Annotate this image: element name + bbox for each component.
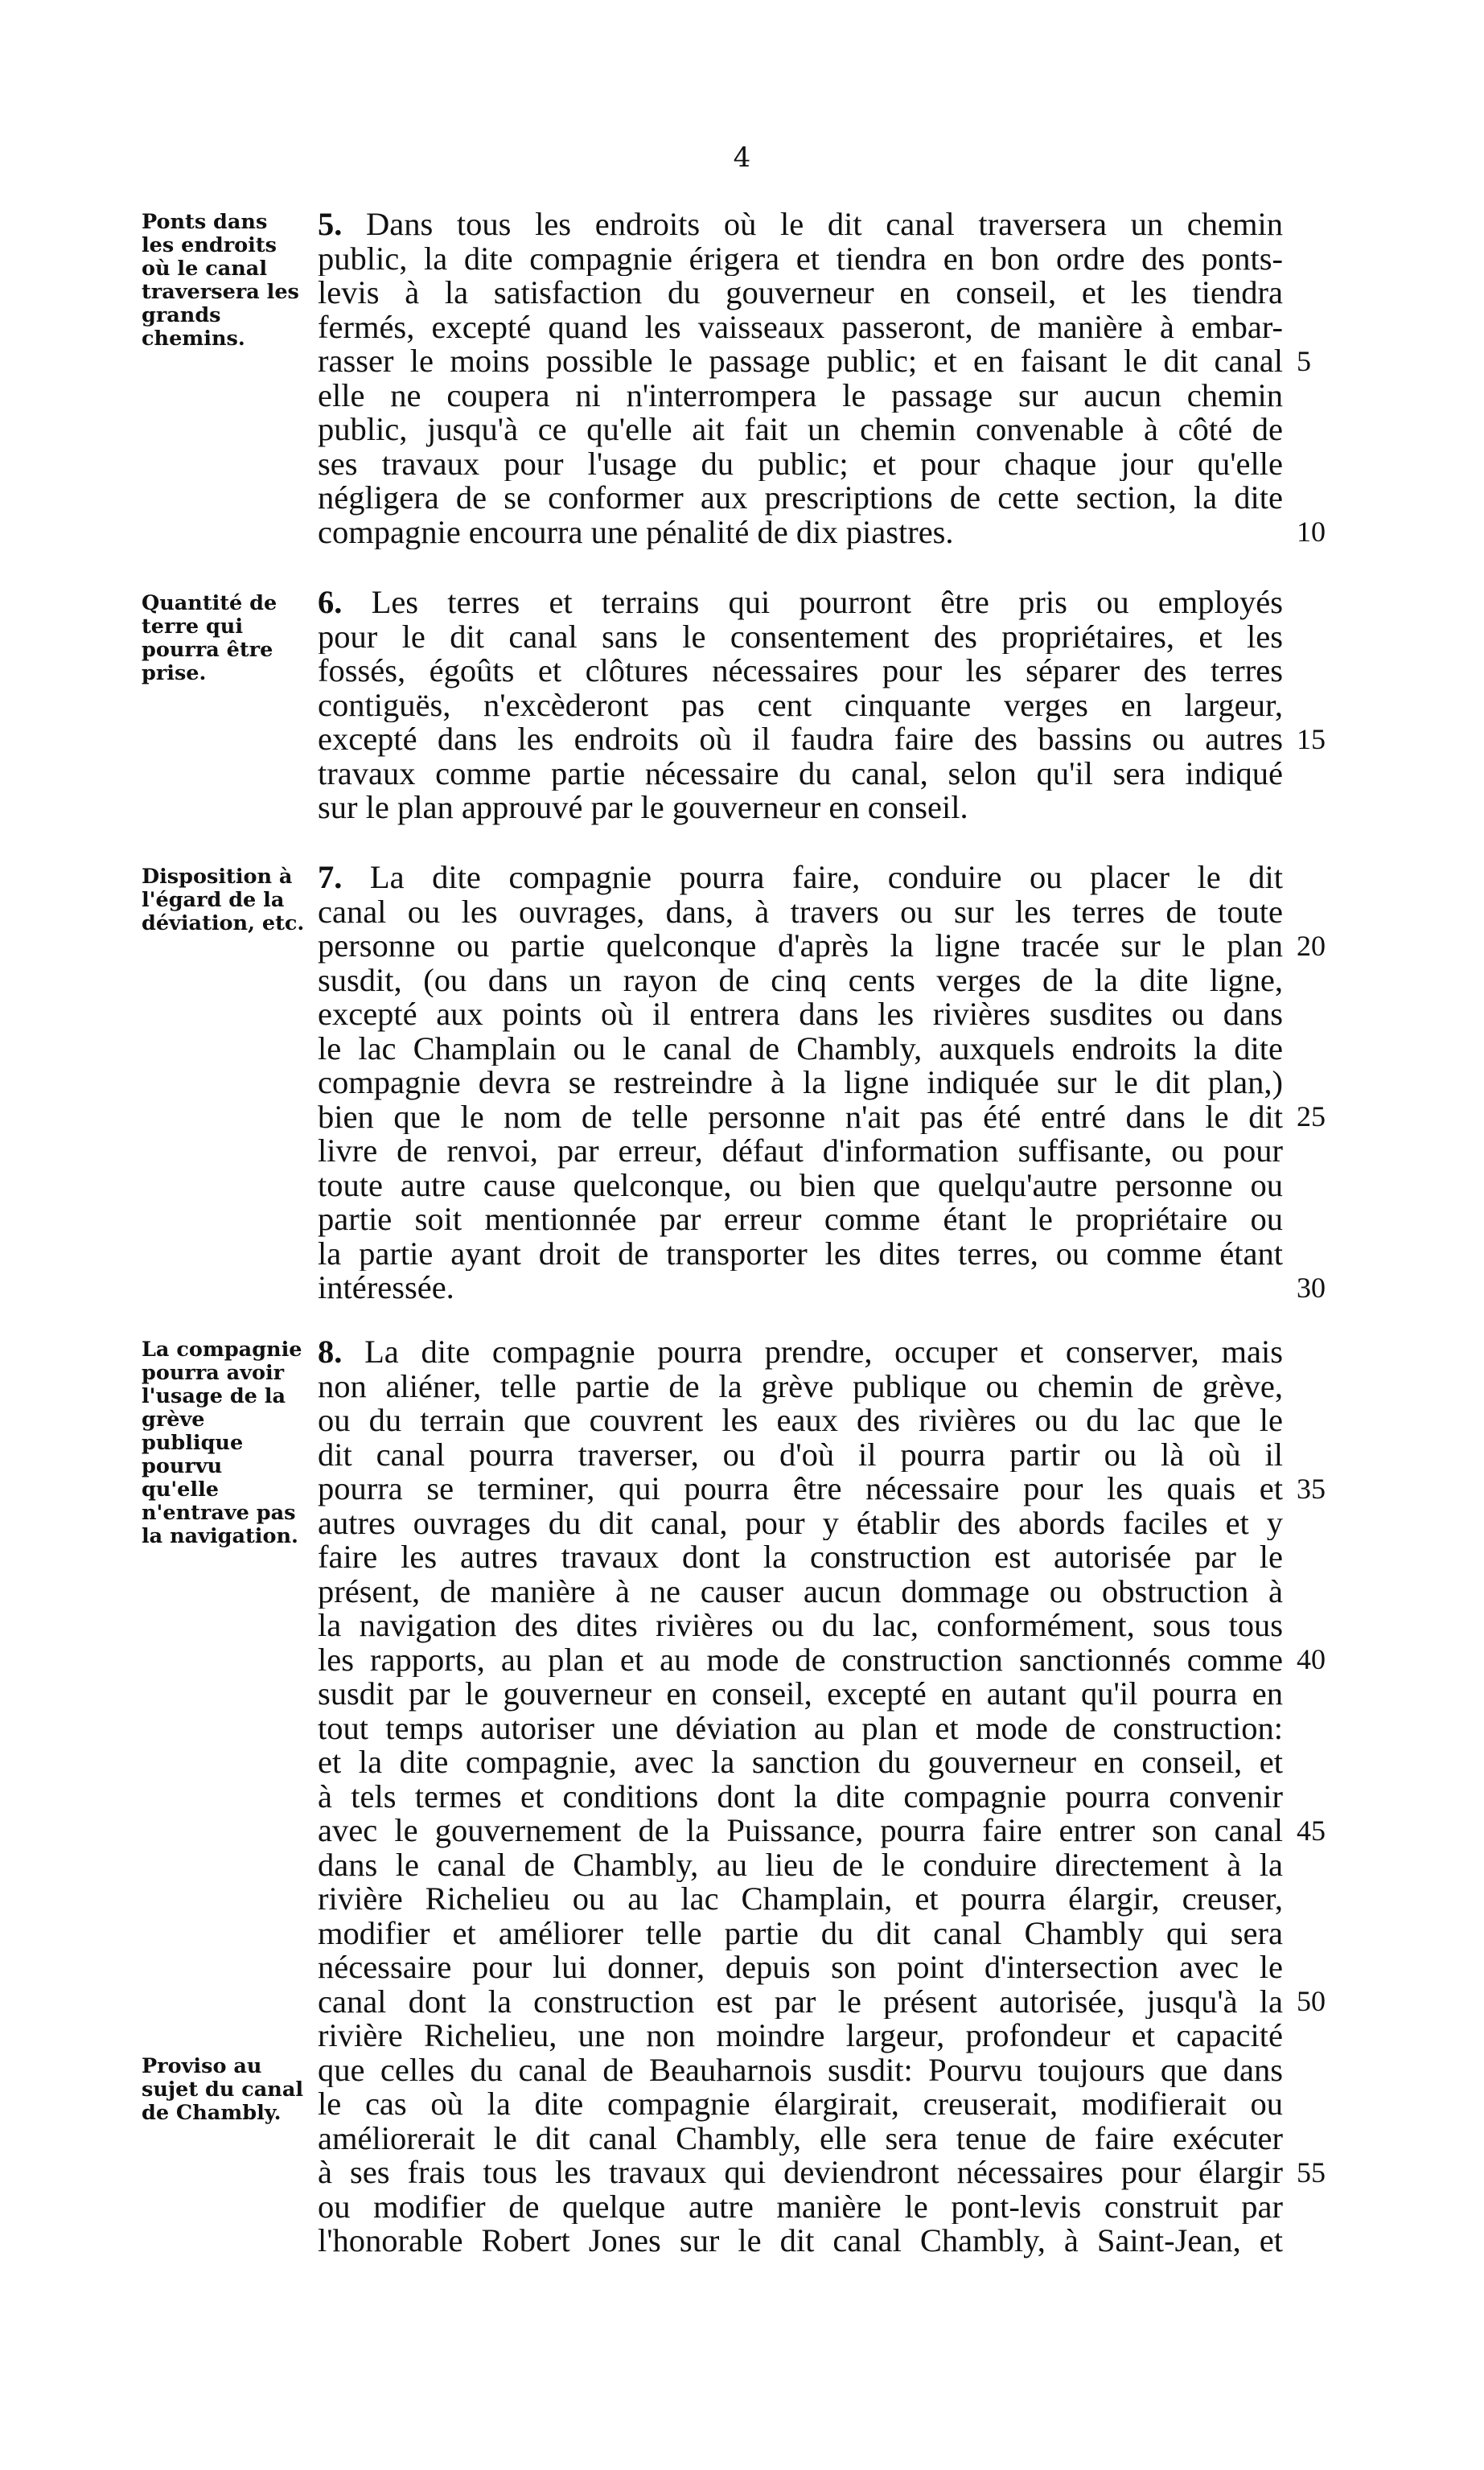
section-body (318, 208, 1283, 549)
text-line: La dite compagnie pourra prendre, occuper et conserver, mais (364, 1335, 1283, 1370)
margin-note-proviso: Proviso au sujet du canal de Chambly. (142, 2054, 304, 2125)
text-line: le lac Champlain ou le canal de Chambly, auxquels endroits la dite (318, 1031, 1283, 1066)
text-line: excepté dans les endroits où il faudra faire des bassins ou autres (318, 722, 1283, 757)
margin-note: Quantité de terre qui pourra être prise. (142, 591, 277, 685)
line-number: 35 (1297, 1473, 1326, 1505)
text-line: Dans tous les endroits où le dit canal traversera un chemin (366, 208, 1283, 242)
text-line: intéressée. (318, 1271, 454, 1305)
text-line: rivière Richelieu, une non moindre largeur, profondeur et capacité (318, 2019, 1283, 2053)
text-line: La dite compagnie pourra faire, conduire ou placer le dit (369, 861, 1283, 895)
text-line: pourra se terminer, qui pourra être nécessaire pour les quais et (318, 1472, 1283, 1506)
text-line: avec le gouvernement de la Puissance, pourra faire entrer son canal (318, 1814, 1283, 1848)
section-body (318, 586, 1283, 825)
text-line: modifier et améliorer telle partie du dit canal Chambly qui sera (318, 1916, 1283, 1950)
text-line: livre de renvoi, par erreur, défaut d'information suffisante, ou pour (318, 1134, 1283, 1169)
margin-note: Disposition à l'égard de la déviation, etc. (142, 865, 305, 935)
line-number: 10 (1297, 516, 1326, 548)
line-number: 40 (1297, 1643, 1326, 1675)
text-line: canal ou les ouvrages, dans, à travers ou sur les terres de toute (318, 894, 1283, 929)
text-line: travaux comme partie nécessaire du canal, selon qu'il sera indiqué (318, 756, 1283, 791)
text-line: bien que le nom de telle personne n'ait pas été entré dans le dit (318, 1099, 1283, 1134)
text-line: compagnie encourra une pénalité de dix piastres. (318, 515, 954, 549)
line-number: 15 (1297, 723, 1326, 755)
text-line: la navigation des dites rivières ou du lac, conformément, sous tous (318, 1609, 1283, 1643)
section-number: 5. (318, 208, 343, 242)
text-line: présent, de manière à ne causer aucun dommage ou obstruction à (318, 1574, 1283, 1609)
text-line: public, la dite compagnie érigera et tiendra en bon ordre des ponts- (318, 241, 1283, 276)
section-body (318, 1335, 1283, 2258)
line-number: 45 (1297, 1814, 1326, 1847)
text-line: la partie ayant droit de transporter les dites terres, ou comme étant (318, 1236, 1283, 1271)
text-line: sur le plan approuvé par le gouverneur en conseil. (318, 791, 968, 825)
margin-note: Ponts dans les endroits où le canal traversera les grands chemins. (142, 210, 299, 351)
text-line: l'honorable Robert Jones sur le dit canal Chambly, à Saint-Jean, et (318, 2224, 1283, 2258)
text-line: public, jusqu'à ce qu'elle ait fait un chemin convenable à côté de (318, 413, 1283, 447)
line-number: 5 (1297, 345, 1311, 377)
text-line: que celles du canal de Beauharnois susdit: Pourvu toujours que dans (318, 2053, 1283, 2087)
line-number: 25 (1297, 1100, 1326, 1132)
text-line: canal dont la construction est par le présent autorisée, jusqu'à la (318, 1984, 1283, 2019)
section-number: 6. (318, 586, 343, 620)
section-number: 7. (318, 861, 343, 895)
margin-note: La compagnie pourra avoir l'usage de la grève publique pourvu qu'elle n'entrave pas la navigation. (142, 1338, 302, 1548)
text-line: les rapports, au plan et au mode de construction sanctionnés comme (318, 1642, 1283, 1677)
text-line: compagnie devra se restreindre à la ligne indiquée sur le dit plan,) (318, 1066, 1283, 1100)
text-line: Les terres et terrains qui pourront être pris ou employés (371, 586, 1283, 620)
text-line: et la dite compagnie, avec la sanction du gouverneur en conseil, et (318, 1745, 1283, 1780)
text-line: faire les autres travaux dont la construction est autorisée par le (318, 1540, 1283, 1575)
line-number: 30 (1297, 1272, 1326, 1304)
text-line: partie soit mentionnée par erreur comme étant le propriétaire ou (318, 1202, 1283, 1237)
text-line: nécessaire pour lui donner, depuis son point d'intersection avec le (318, 1950, 1283, 1985)
text-line: fermés, excepté quand les vaisseaux passeront, de manière à embar- (318, 310, 1283, 344)
text-line: à ses frais tous les travaux qui deviendront nécessaires pour élargir (318, 2156, 1283, 2190)
text-line: le cas où la dite compagnie élargirait, creuserait, modifierait ou (318, 2087, 1283, 2122)
section-number: 8. (318, 1335, 343, 1370)
text-line: dans le canal de Chambly, au lieu de le conduire directement à la (318, 1847, 1283, 1882)
text-line: non aliéner, telle partie de la grève publique ou chemin de grève, (318, 1369, 1283, 1404)
text-line: négligera de se conformer aux prescriptions de cette section, la dite (318, 481, 1283, 516)
text-line: à tels termes et conditions dont la dite compagnie pourra convenir (318, 1779, 1283, 1814)
text-line: ou du terrain que couvrent les eaux des rivières ou du lac que le (318, 1404, 1283, 1438)
page-number: 4 (733, 142, 751, 174)
text-line: susdit, (ou dans un rayon de cinq cents verges de la dite ligne, (318, 963, 1283, 997)
text-line: rivière Richelieu ou au lac Champlain, et pourra élargir, creuser, (318, 1882, 1283, 1917)
line-number: 50 (1297, 1985, 1326, 2017)
line-number: 20 (1297, 930, 1326, 962)
text-line: pour le dit canal sans le consentement des propriétaires, et les (318, 619, 1283, 654)
text-line: toute autre cause quelconque, ou bien que quelqu'autre personne ou (318, 1168, 1283, 1202)
text-line: rasser le moins possible le passage public; et en faisant le dit canal (318, 344, 1283, 379)
text-line: personne ou partie quelconque d'après la ligne tracée sur le plan (318, 929, 1283, 964)
line-number: 55 (1297, 2156, 1326, 2188)
text-line: contiguës, n'excèderont pas cent cinquante verges en largeur, (318, 688, 1283, 722)
text-line: ou modifier de quelque autre manière le pont-levis construit par (318, 2189, 1283, 2224)
text-line: susdit par le gouverneur en conseil, excepté en autant qu'il pourra en (318, 1677, 1283, 1712)
text-line: tout temps autoriser une déviation au plan et mode de construction: (318, 1711, 1283, 1745)
section-body (318, 861, 1283, 1305)
text-line: améliorerait le dit canal Chambly, elle sera tenue de faire exécuter (318, 2121, 1283, 2156)
text-line: dit canal pourra traverser, ou d'où il pourra partir ou là où il (318, 1437, 1283, 1472)
text-line: levis à la satisfaction du gouverneur en conseil, et les tiendra (318, 276, 1283, 310)
text-line: autres ouvrages du dit canal, pour y établir des abords faciles et y (318, 1506, 1283, 1540)
text-line: ses travaux pour l'usage du public; et pour chaque jour qu'elle (318, 446, 1283, 481)
text-line: elle ne coupera ni n'interrompera le passage sur aucun chemin (318, 378, 1283, 413)
text-line: excepté aux points où il entrera dans les rivières susdites ou dans (318, 997, 1283, 1032)
text-line: fossés, égoûts et clôtures nécessaires pour les séparer des terres (318, 654, 1283, 688)
